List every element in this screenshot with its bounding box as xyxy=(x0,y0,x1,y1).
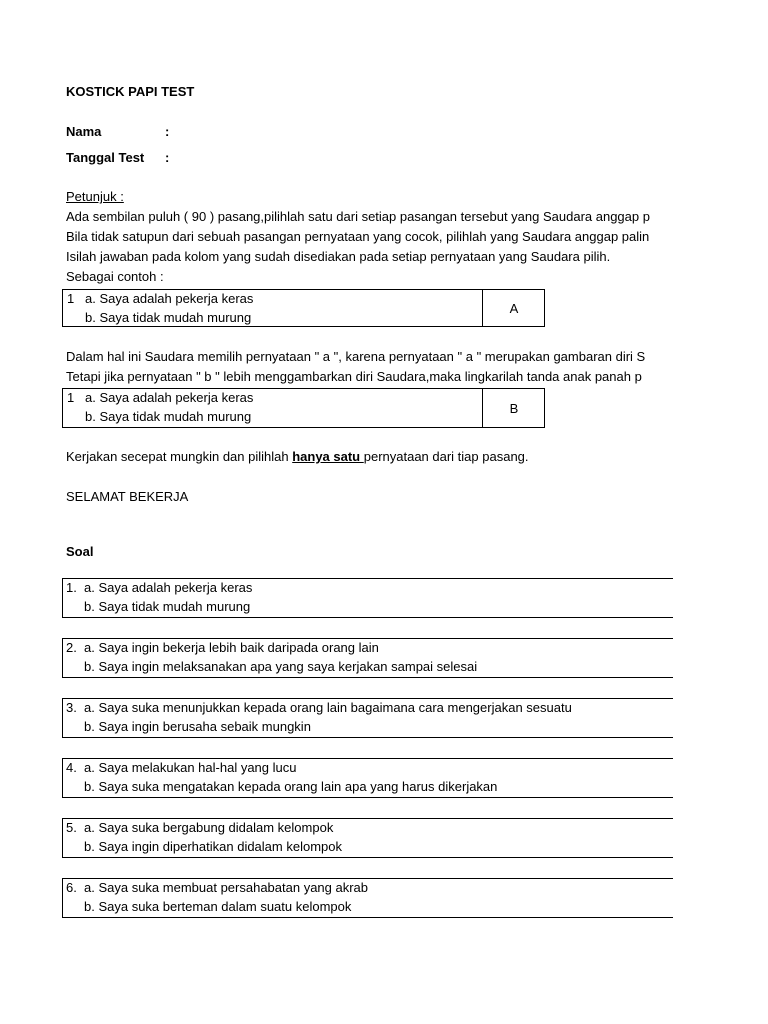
question-number: 6. xyxy=(66,880,77,895)
field-separator: : xyxy=(165,124,170,139)
example-option-b: b. Saya tidak mudah murung xyxy=(85,409,252,424)
question-number: 4. xyxy=(66,760,77,775)
example-number: 1 xyxy=(67,390,75,405)
question-number: 3. xyxy=(66,700,77,715)
question-option-a: a. Saya suka bergabung didalam kelompok xyxy=(84,820,334,835)
question-option-b: b. Saya ingin berusaha sebaik mungkin xyxy=(84,719,311,734)
question-number: 5. xyxy=(66,820,77,835)
question-item xyxy=(62,878,673,918)
field-separator: : xyxy=(165,150,170,165)
question-item xyxy=(62,638,673,678)
instruction-line: Bila tidak satupun dari sebuah pasangan pernyataan yang cocok, pilihlah yang Saudara anggap palin xyxy=(66,229,650,244)
question-item xyxy=(62,698,673,738)
field-label: Nama xyxy=(66,124,102,139)
example-answer: A xyxy=(509,300,519,316)
soal-heading: Soal xyxy=(66,544,94,559)
example-number: 1 xyxy=(67,291,75,306)
field-tanggal-test xyxy=(66,150,169,166)
instructions-heading: Petunjuk : xyxy=(66,189,124,204)
question-item xyxy=(62,818,673,858)
example-box-b xyxy=(62,388,545,428)
question-number: 2. xyxy=(66,640,77,655)
question-item xyxy=(62,578,673,618)
example-option-b: b. Saya tidak mudah murung xyxy=(85,310,252,325)
example-option-a: a. Saya adalah pekerja keras xyxy=(85,291,254,306)
example-answer: B xyxy=(509,400,519,416)
final-instruction xyxy=(66,449,529,465)
question-option-b: b. Saya ingin melaksanakan apa yang saya kerjakan sampai selesai xyxy=(84,659,478,674)
question-option-a: a. Saya suka membuat persahabatan yang akrab xyxy=(84,880,369,895)
example-option-a: a. Saya adalah pekerja keras xyxy=(85,390,254,405)
example-box-a xyxy=(62,289,545,327)
closing-text: SELAMAT BEKERJA xyxy=(66,489,189,504)
question-item xyxy=(62,758,673,798)
instruction-line: Ada sembilan puluh ( 90 ) pasang,pilihlah satu dari setiap pasangan tersebut yang Saudara anggap p xyxy=(66,209,650,224)
instruction-line: Sebagai contoh : xyxy=(66,269,164,284)
final-instruction-emphasis: hanya satu xyxy=(292,449,364,464)
final-instruction-text: pernyataan dari tiap pasang. xyxy=(363,449,529,464)
question-option-a: a. Saya suka menunjukkan kepada orang lain bagaimana cara mengerjakan sesuatu xyxy=(84,700,572,715)
field-nama xyxy=(66,124,169,140)
question-number: 1. xyxy=(66,580,77,595)
question-option-b: b. Saya suka berteman dalam suatu kelompok xyxy=(84,899,352,914)
question-option-a: a. Saya adalah pekerja keras xyxy=(84,580,253,595)
final-instruction-text: Kerjakan secepat mungkin dan pilihlah xyxy=(66,449,293,464)
field-label: Tanggal Test xyxy=(66,150,145,165)
question-option-a: a. Saya ingin bekerja lebih baik daripada orang lain xyxy=(84,640,379,655)
question-option-b: b. Saya ingin diperhatikan didalam kelompok xyxy=(84,839,342,854)
question-option-a: a. Saya melakukan hal-hal yang lucu xyxy=(84,760,297,775)
question-option-b: b. Saya suka mengatakan kepada orang lain apa yang harus dikerjakan xyxy=(84,779,498,794)
instruction-line: Isilah jawaban pada kolom yang sudah disediakan pada setiap pernyataan yang Saudara pilih. xyxy=(66,249,611,264)
document-title: KOSTICK PAPI TEST xyxy=(66,84,195,99)
explanation-line: Tetapi jika pernyataan " b " lebih menggambarkan diri Saudara,maka lingkarilah tanda anak panah p xyxy=(66,369,642,384)
explanation-line: Dalam hal ini Saudara memilih pernyataan " a ", karena pernyataan " a " merupakan gambaran diri S xyxy=(66,349,646,364)
question-option-b: b. Saya tidak mudah murung xyxy=(84,599,251,614)
